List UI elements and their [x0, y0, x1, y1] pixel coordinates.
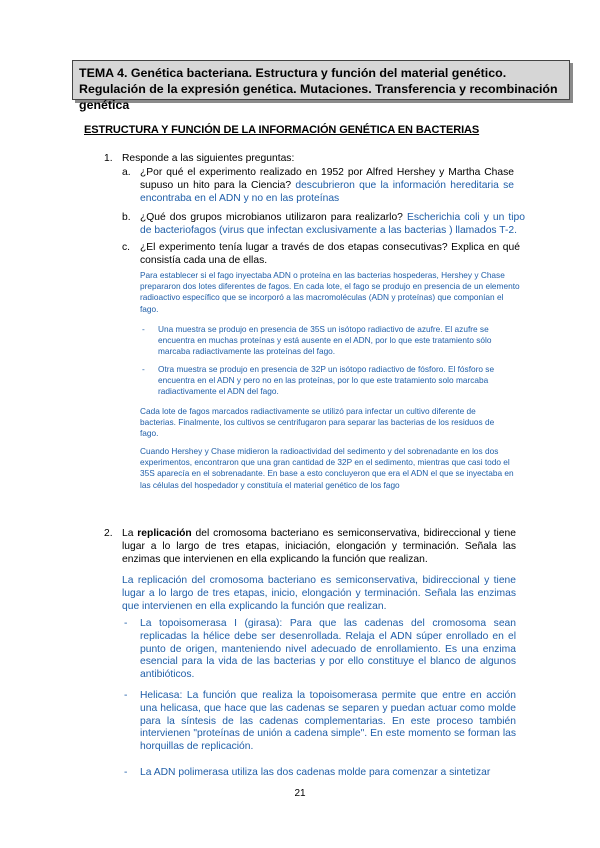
- q1a-answer: descubrieron que la información hereditaria se encontraba en el ADN y no en las proteínas: [140, 179, 514, 204]
- q1b-letter: b.: [122, 212, 131, 223]
- topic-title: TEMA 4. Genética bacteriana. Estructura y función del material genético. Regulación de la expresión genética. Mutaciones. Transferencia y recombinación genética: [79, 66, 558, 112]
- bullet-dash: -: [124, 690, 128, 701]
- q1-prompt: Responde a las siguientes preguntas:: [122, 153, 295, 164]
- q1c-para3: Cuando Hershey y Chase midieron la radioactividad del sedimento y del sobrenadante en los dos experimentos, encontraron que una gran cantidad de 32P en el sedimento, mientras que casi todo el 35S aparecía en el sobrenadante. En base a esto concluyeron que era el ADN el que se inyectaba en las células del hospedador y constituía el material genético de los fago: [140, 446, 514, 490]
- topic-title-box: [72, 60, 570, 112]
- q1c-letter: c.: [122, 242, 131, 253]
- q1c-para2: Cada lote de fagos marcados radiactivamente se utilizó para infectar un cultivo diferente de bacterias. Finalmente, los cultivos se centrifugaron para separar las bacterias de los residuos de fago.: [140, 406, 495, 439]
- q2-question-bold: replicación: [137, 528, 192, 539]
- page-number: 21: [294, 788, 306, 799]
- section-heading: ESTRUCTURA Y FUNCIÓN DE LA INFORMACIÓN GENÉTICA EN BACTERIAS: [84, 124, 480, 136]
- q1c-bullet-1: Una muestra se produjo en presencia de 35S un isótopo radiactivo de azufre. El azufre se encuentra en muchas proteínas y está ausente en el ADN, por lo que este tratamiento sólo marcaba radiactivamente las proteínas del fago.: [158, 324, 492, 357]
- bullet-dash: -: [124, 767, 128, 778]
- q1b-answer: Escherichia coli y un tipo de bacteriofagos (virus que infectan exclusivamente a las bacterias ) llamados T-2.: [140, 212, 525, 236]
- q1a-block: [140, 167, 514, 205]
- q1-number: 1.: [104, 153, 113, 164]
- bullet-dash: -: [142, 324, 145, 334]
- q1c-intro: Para establecer si el fago inyectaba ADN o proteína en las bacterias hospederas, Hershey y Chase prepararon dos lotes diferentes de fagos. En cada lote, el fago se produjo en presencia de un elemento radioactivo específico que se incorporó a las macromoléculas (ADN y proteínas) que componían el fago.: [140, 270, 520, 314]
- q1c-bullet-2: Otra muestra se produjo en presencia de 32P un isótopo radiactivo de fósforo. El fósforo se encuentra en el ADN y pero no en las proteínas, por lo que este tratamiento solo marcaba radiactivamente el ADN del fago.: [158, 364, 495, 397]
- bullet-dash: -: [124, 618, 128, 629]
- q1c-question: ¿El experimento tenía lugar a través de dos etapas consecutivas? Explica en qué consistía cada una de ellas.: [140, 242, 520, 266]
- bullet-dash: -: [142, 364, 145, 374]
- q2-bullet-2: Helicasa: La función que realiza la topoisomerasa permite que entre en acción una helicasa, que hace que las cadenas se separen y puedan actuar como molde para la síntesis de las cadenas complementarias. En este proceso también intervienen "proteínas de unión a cadena simple". En este momento se forman las horquillas de replicación.: [140, 690, 516, 753]
- q2-answer: La replicación del cromosoma bacteriano es semiconservativa, bidireccional y tiene lugar a lo largo de tres etapas, inicio, elongación y terminación. Señala las enzimas que intervienen en ella explicando la función que realizan.: [122, 575, 516, 612]
- q1a-letter: a.: [122, 167, 131, 178]
- q2-number: 2.: [104, 528, 113, 539]
- q2-bullet-3: La ADN polimerasa utiliza las dos cadenas molde para comenzar a sintetizar: [140, 767, 491, 778]
- q2-question-lead: La: [122, 528, 138, 539]
- q2-bullet-1: La topoisomerasa I (girasa): Para que las cadenas del cromosoma sean replicadas la hélice debe ser desenrollada. Relaja el ADN súper enrollado en el punto de origen, manteniendo nivel adecuado de enrollamiento. Es una enzima esencial para la vida de las bacterias y por ello constituye el blanco de algunos antibióticos.: [140, 618, 516, 681]
- q2-question-rest: del cromosoma bacteriano es semiconservativa, bidireccional y tiene lugar a lo largo de tres etapas, iniciación, elongación y terminación. Señala las enzimas que intervienen en ella explicando la función que realizan.: [122, 528, 516, 565]
- q1a-question: ¿Por qué el experimento realizado en 1952 por Alfred Hershey y Martha Chase supuso un hito para la Ciencia?: [140, 167, 514, 191]
- q1b-block: [140, 212, 525, 238]
- q2-question: [122, 528, 516, 566]
- q1b-question: ¿Qué dos grupos microbianos utilizaron para realizarlo?: [140, 212, 403, 223]
